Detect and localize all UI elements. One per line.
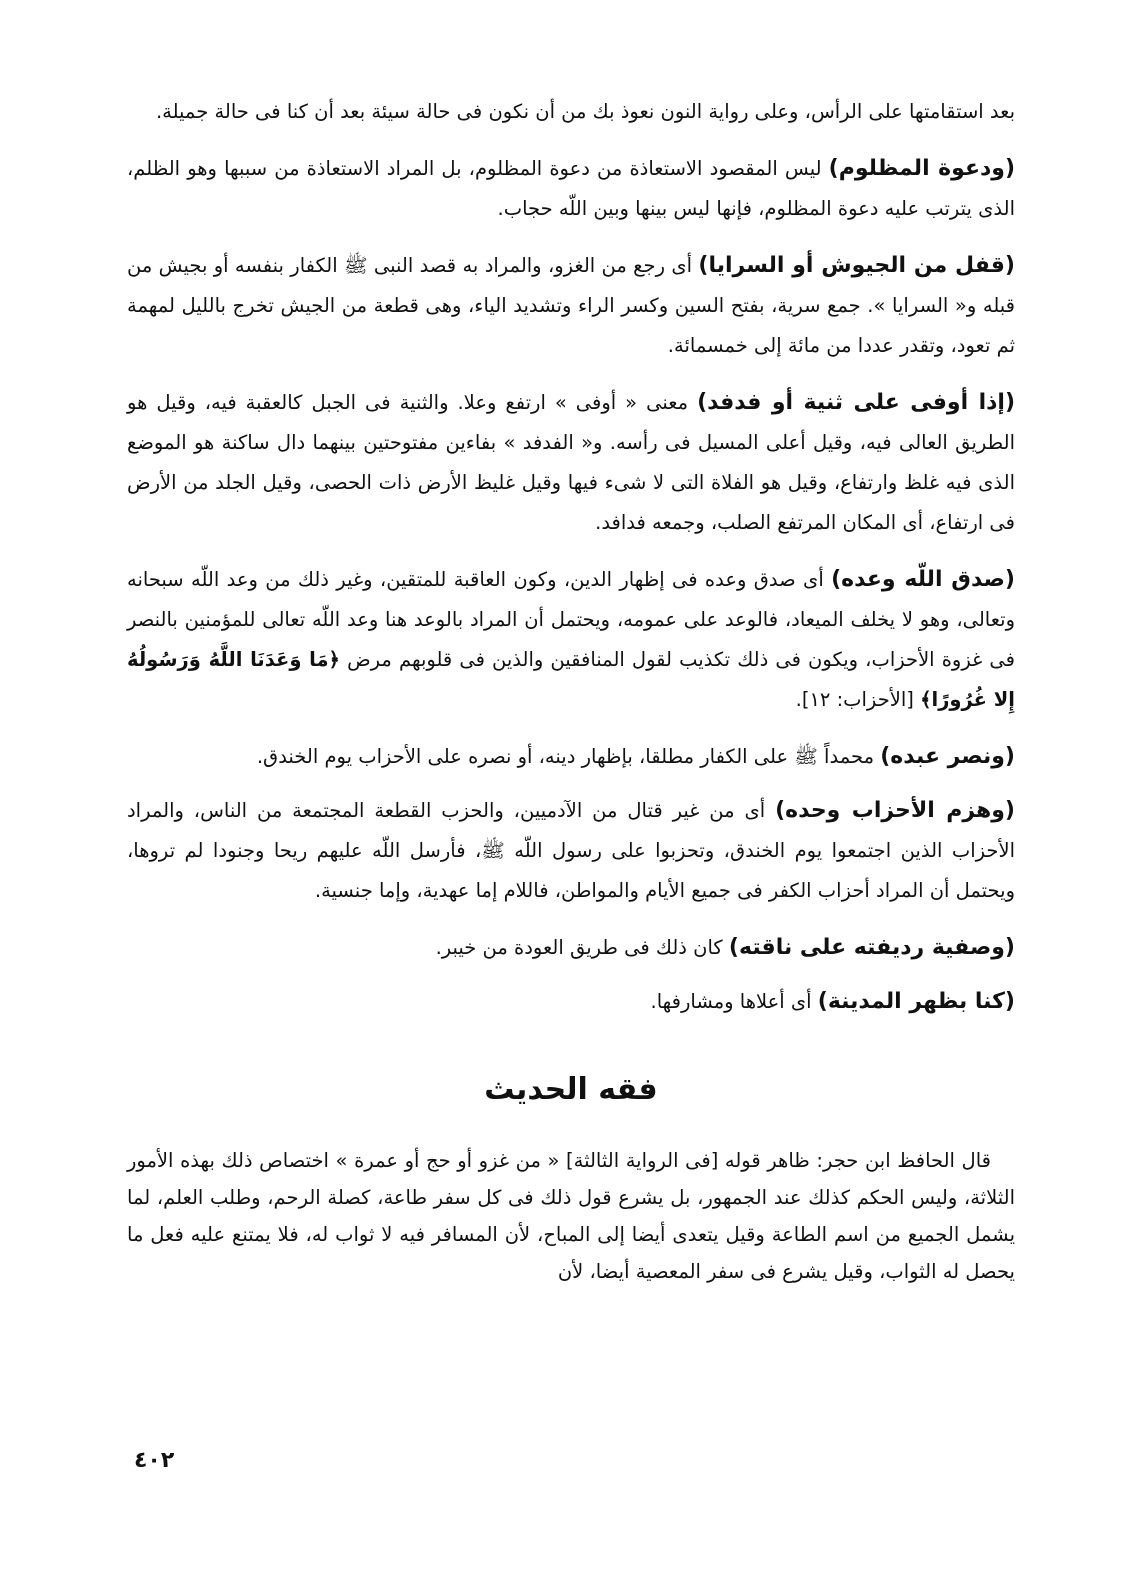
paragraph-term: (صدق اللّه وعده) [831, 567, 1015, 592]
paragraph-kunna [127, 982, 1015, 1022]
paragraph-term: (وهزم الأحزاب وحده) [775, 798, 1015, 823]
paragraph-term: (إذا أوفى على ثنية أو فدفد) [697, 390, 1015, 415]
paragraph-term: (ونصر عبده) [880, 744, 1015, 769]
paragraph-term: (قفل من الجيوش أو السرايا) [698, 253, 1015, 278]
page-content [127, 92, 1015, 1290]
section-title: فقه الحديث [484, 1072, 658, 1107]
paragraph-text: أى أعلاها ومشارفها. [650, 990, 818, 1013]
paragraph-text: محمداً ﷺ على الكفار مطلقا، بإظهار دينه، أو نصره على الأحزاب يوم الخندق. [256, 745, 881, 768]
paragraph-text: أى رجع من الغزو، والمراد به قصد النبى ﷺ الكفار بنفسه أو بجيش من قبله و« السرايا ». جمع سرية، بفتح السين وكسر الراء وتشديد الياء، وهى قطعة من الجيش تخرج بالليل لمهمة ثم تعود، وتقدر عددا من مائة إلى خمسمائة. [127, 254, 1015, 357]
paragraph-term: (وصفية رديفته على ناقته) [728, 935, 1015, 960]
paragraph-text: ليس المقصود الاستعاذة من دعوة المظلوم، بل المراد الاستعاذة من سببها وهو الظلم، الذى يترتب عليه دعوة المظلوم، فإنها ليس بينها وبين اللّه حجاب. [127, 157, 1015, 220]
paragraph-nasr [127, 737, 1015, 777]
paragraph-hazama [127, 791, 1015, 911]
paragraph-term: (ودعوة المظلوم) [828, 156, 1016, 181]
paragraph-intro [127, 92, 1015, 132]
paragraph-text: كان ذلك فى طريق العودة من خيبر. [435, 936, 729, 959]
page-number: ٤٠٢ [134, 1448, 175, 1473]
paragraph-awfa [127, 383, 1015, 543]
quran-verse: ﴿مَا وَعَدَنَا اللَّهُ وَرَسُولُهُ إِلا غُرُورًا﴾ [127, 648, 1015, 711]
paragraph-text: أى صدق وعده فى إظهار الدين، وكون العاقبة للمتقين، وغير ذلك من وعد اللّه سبحانه وتعالى، وهو لا يخلف الميعاد، فالوعد على عمومه، ويحتمل أن المراد بالوعد هنا وعد اللّه تعالى للمؤمنين بالنصر فى غزوة الأحزاب، ويكون فى ذلك تكذيب لقول المنافقين والذين فى قلوبهم مرض [127, 568, 1015, 671]
verse-reference: [الأحزاب: ١٢]. [795, 688, 921, 711]
paragraph-term: (كنا بظهر المدينة) [817, 989, 1015, 1014]
paragraph-dawat-al-mazlum [127, 149, 1015, 229]
paragraph-qafala [127, 246, 1015, 366]
paragraph-text: معنى « أوفى » ارتفع وعلا. والثنية فى الجبل كالعقبة فيه، وقيل هو الطريق العالى فيه، وقيل أعلى المسيل فى رأسه. و« الفدفد » بفاءين مفتوحتين بينهما دال ساكنة هو الموضع الذى فيه غلظ وارتفاع، وقيل هو الفلاة التى لا شىء فيها وقيل غليظ الأرض ذات الحصى، وقيل الجلد من الأرض فى ارتفاع، أى المكان المرتفع الصلب، وجمعه فدافد. [127, 391, 1015, 534]
paragraph-text: بعد استقامتها على الرأس، وعلى رواية النون نعوذ بك من أن نكون فى حالة سيئة بعد أن كنا فى حالة جميلة. [155, 100, 1015, 123]
paragraph-text: أى من غير قتال من الآدميين، والحزب القطعة المجتمعة من الناس، والمراد الأحزاب الذين اجتمعوا يوم الخندق، وتحزبوا على رسول اللّه ﷺ، فأرسل اللّه عليهم ريحا وجنودا لم تروها، ويحتمل أن المراد أحزاب الكفر فى جميع الأيام والمواطن، فاللام إما عهدية، وإما جنسية. [127, 799, 1015, 902]
paragraph-safiyya [127, 928, 1015, 968]
section-body: قال الحافظ ابن حجر: ظاهر قوله [فى الرواية الثالثة] « من غزو أو حج أو عمرة » اختصاص ذلك بهذه الأمور الثلاثة، وليس الحكم كذلك عند الجمهور، بل يشرع قول ذلك فى كل سفر طاعة، كصلة الرحم، وطلب العلم، لما يشمل الجميع من اسم الطاعة وقيل يتعدى أيضا إلى المباح، لأن المسافر فيه لا ثواب له، فلا يمتنع عليه فعل ما يحصل له الثواب، وقيل يشرع فى سفر المعصية أيضا، لأن [127, 1149, 1015, 1283]
paragraph-sadaqa [127, 560, 1015, 720]
